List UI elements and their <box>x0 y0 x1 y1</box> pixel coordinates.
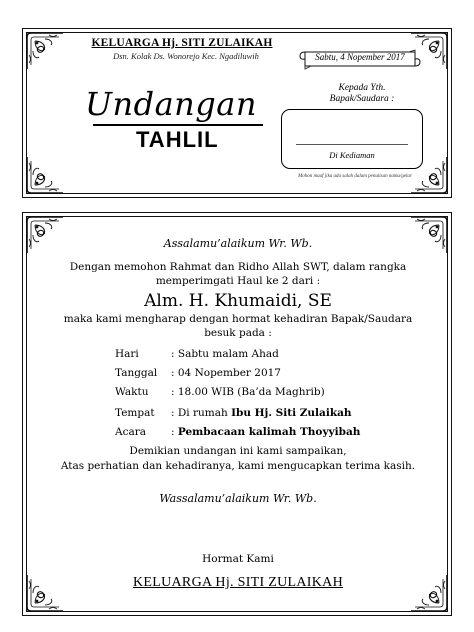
detail-value-date: : 04 Nopember 2017 <box>171 367 281 379</box>
detail-label-date: Tanggal <box>115 367 158 379</box>
detail-event-name: Pembacaan kalimah Thoyyibah <box>177 426 361 438</box>
regards: Hormat Kami <box>202 553 274 565</box>
deceased-name: Alm. H. Khumaidi, SE <box>144 291 332 311</box>
title-underline <box>93 124 263 126</box>
closing-line-2: Atas perhatian dan kehadiranya, kami mengucapkan terima kasih. <box>60 460 416 472</box>
closing-line-1: Demikian undangan ini kami sampaikan, <box>129 445 347 457</box>
request-line-2: besuk pada : <box>204 327 272 339</box>
recipient-label-line1: Kepada Yth. <box>338 83 386 93</box>
recipient-address-box <box>281 109 423 169</box>
detail-label-day: Hari <box>115 348 139 360</box>
detail-value-time: : 18.00 WIB (Ba’da Maghrib) <box>171 386 325 398</box>
greeting: Assalamu’alaikum Wr. Wb. <box>163 237 313 250</box>
detail-value-event <box>171 426 360 438</box>
detail-event-prefix: : <box>171 426 178 438</box>
recipient-label-line2: Bapak/Saudara : <box>329 94 395 104</box>
title-tahlil: TAHLIL <box>136 127 219 152</box>
corner-ornament-icon <box>25 155 65 195</box>
farewell: Wassalamu’alaikum Wr. Wb. <box>159 492 317 505</box>
recipient-name-line <box>296 144 408 145</box>
intro-line-2: memperimgati Haul ke 2 dari : <box>155 275 321 287</box>
detail-label-event: Acara <box>115 426 147 438</box>
recipient-label <box>307 83 417 105</box>
apology-footnote: Mohon maaf jika ada salah dalam penulisan nama/gelar <box>298 174 412 179</box>
letter-card <box>22 212 452 616</box>
family-address: Dsn. Kolak Ds. Wonorejo Kec. Ngadiluwih <box>113 51 259 61</box>
intro-line-1: Dengan memohon Rahmat dan Ridho Allah SWT, dalam rangka <box>69 261 407 273</box>
detail-value-place <box>171 407 352 419</box>
detail-place-prefix: : Di rumah <box>171 407 232 419</box>
date-scroll-banner <box>299 49 421 69</box>
title-undangan: Undangan <box>85 85 257 123</box>
recipient-place: Di Kediaman <box>329 150 375 160</box>
detail-label-time: Waktu <box>115 386 149 398</box>
detail-label-place: Tempat <box>115 407 155 419</box>
signature: KELUARGA Hj. SITI ZULAIKAH <box>133 575 343 590</box>
invitation-date: Sabtu, 4 Nopember 2017 <box>315 52 405 62</box>
family-title: KELUARGA Hj. SITI ZULAIKAH <box>91 37 273 49</box>
detail-place-host: Ibu Hj. Siti Zulaikah <box>231 407 352 419</box>
corner-ornament-icon <box>25 31 65 71</box>
request-line-1: maka kami mengharap dengan hormat kehadiran Bapak/Saudara <box>63 313 413 325</box>
detail-value-day: : Sabtu malam Ahad <box>171 348 279 360</box>
envelope-card <box>22 28 452 198</box>
